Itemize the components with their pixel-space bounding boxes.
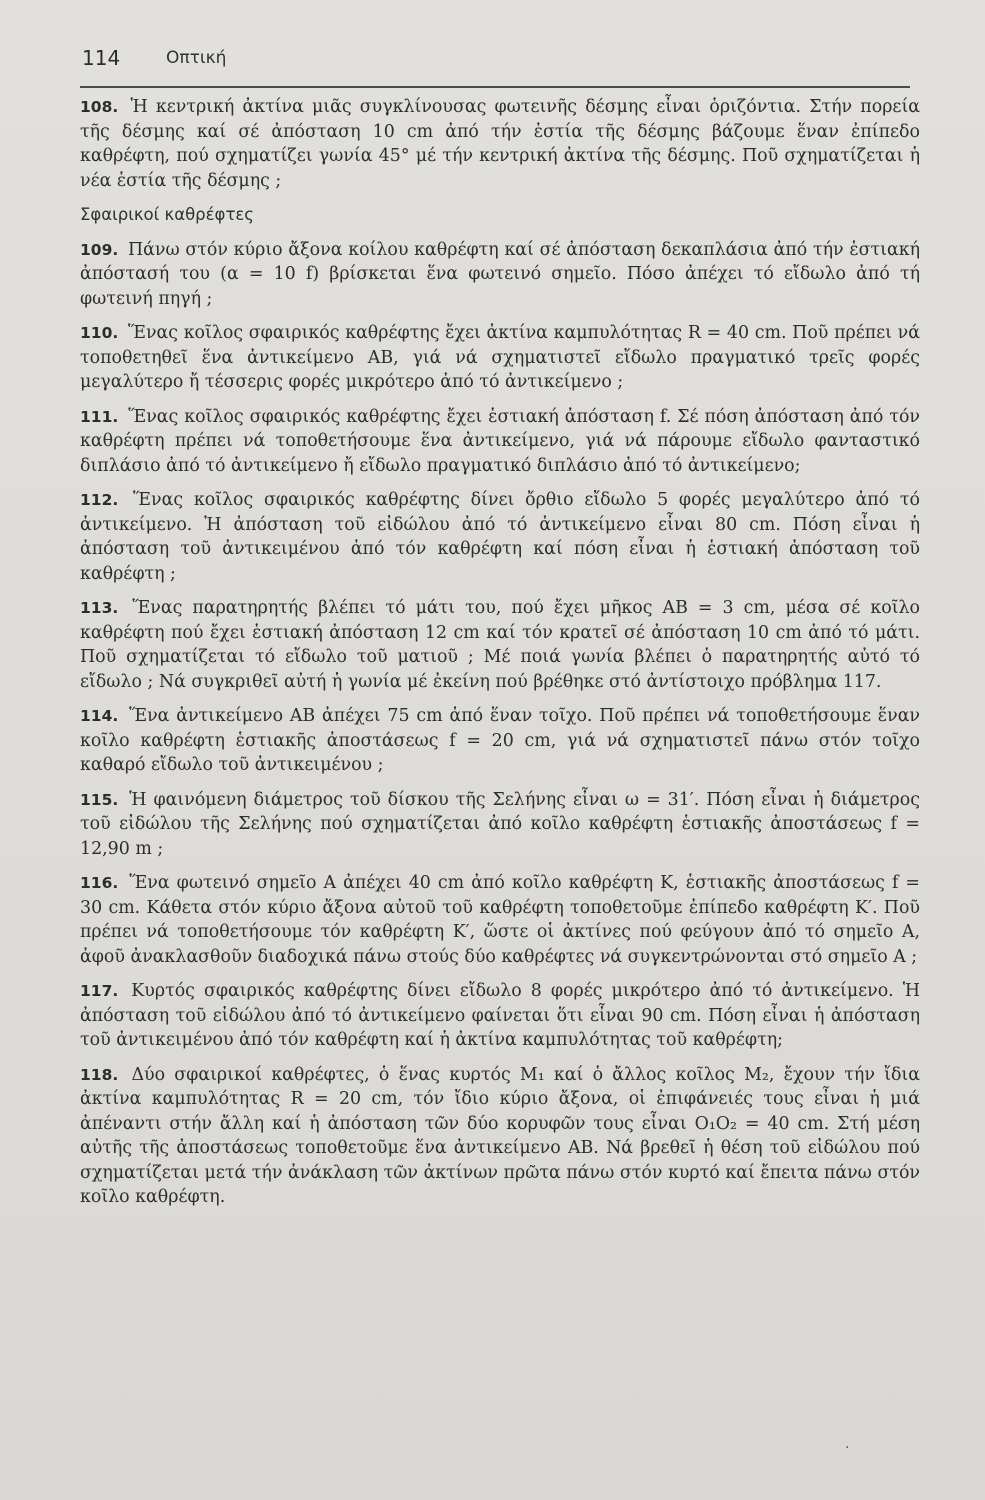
problem-text: Ἕνα φωτεινό σημεῖο Α ἀπέχει 40 cm ἀπό κοῖλο καθρέφτη Κ, ἑστιακῆς ἀποστάσεως f = 30 cm. Κάθετα στόν κύριο ἄξονα αὐτοῦ τοῦ καθρέφτη τοποθετοῦμε ἐπίπεδο καθρέφτη Κ′. Ποῦ πρέπει νά τοποθετήσουμε τόν καθρέφτη Κ′, ὥστε οἱ ἀκτίνες πού φεύγουν ἀπό τό σημεῖο Α, ἀφοῦ ἀνακλασθοῦν διαδοχικά πάνω στούς δύο καθρέφτες νά συγκεντρώνονται στό σημεῖο Α ; xyxy=(80,873,921,967)
ink-speck-icon: · xyxy=(845,1440,850,1456)
section-subheading: Σφαιρικοί καθρέφτες xyxy=(80,205,254,224)
problem-118 xyxy=(80,1063,920,1210)
problem-number: 117. xyxy=(80,982,119,1000)
problem-113 xyxy=(80,596,920,694)
problem-text: Ἡ φαινόμενη διάμετρος τοῦ δίσκου τῆς Σελήνης εἶναι ω = 31′. Πόση εἶναι ἡ διάμετρος τοῦ εἰδώλου τῆς Σελήνης πού σχηματίζεται ἀπό κοῖλο καθρέφτη ἑστιακῆς ἀποστάσεως f = 12,90 m ; xyxy=(80,789,920,859)
problem-text: Δύο σφαιρικοί καθρέφτες, ὁ ἕνας κυρτός Μ₁ καί ὁ ἄλλος κοῖλος Μ₂, ἔχουν τήν ἴδια ἀκτίνα καμπυλότητας R = 20 cm, τόν ἴδιο κύριο ἄξονα, οἱ ἐπιφάνειές τους εἶναι ἡ μιά ἀπέναντι στήν ἄλλη καί ἡ ἀπόσταση τῶν δύο κορυφῶν τους εἶναι Ο₁Ο₂ = 40 cm. Στή μέση αὐτῆς τῆς ἀποστάσεως τοποθετοῦμε ἕνα ἀντικείμενο ΑΒ. Νά βρεθεῖ ἡ θέση τοῦ εἰδώλου πού σχηματίζεται μετά τήν ἀνάκλαση τῶν ἀκτίνων πρῶτα πάνω στόν κυρτό καί ἔπειτα πάνω στόν κοῖλο καθρέφτη. xyxy=(80,1064,920,1207)
problem-108 xyxy=(80,95,920,193)
problem-number: 113. xyxy=(80,599,119,617)
problem-number: 108. xyxy=(80,98,119,116)
problem-text: Ἕνας παρατηρητής βλέπει τό μάτι του, πού ἔχει μῆκος ΑΒ = 3 cm, μέσα σέ κοῖλο καθρέφτη πού ἔχει ἑστιακή ἀπόσταση 12 cm καί τόν κρατεῖ σέ ἀπόσταση 10 cm ἀπό τό μάτι. Ποῦ σχηματίζεται τό εἴδωλο τοῦ ματιοῦ ; Μέ ποιά γωνία βλέπει ὁ παρατηρητής αὐτό τό εἴδωλο ; Νά συγκριθεῖ αὐτή ἡ γωνία μέ ἐκείνη πού βρέθηκε στό ἀντίστοιχο πρόβλημα 117. xyxy=(80,598,921,692)
page-number: 114 xyxy=(82,46,121,70)
problem-number: 118. xyxy=(80,1065,119,1084)
problem-110 xyxy=(80,321,920,395)
problem-112 xyxy=(80,488,920,586)
problem-text: Ἕνα ἀντικείμενο ΑΒ ἀπέχει 75 cm ἀπό ἕναν τοῖχο. Ποῦ πρέπει νά τοποθετήσουμε ἕναν κοῖλο καθρέφτη ἑστιακῆς ἀποστάσεως f = 20 cm, γιά νά σχηματιστεῖ πάνω στόν τοῖχο καθαρό εἴδωλο τοῦ ἀντικειμένου ; xyxy=(80,706,921,775)
section-title: Οπτική xyxy=(166,48,227,68)
problem-number: 116. xyxy=(80,874,119,892)
problem-text: Ἕνας κοῖλος σφαιρικός καθρέφτης ἔχει ἀκτίνα καμπυλότητας R = 40 cm. Ποῦ πρέπει νά τοποθετηθεῖ ἕνα ἀντικείμενο ΑΒ, γιά νά σχηματιστεῖ εἴδωλο πραγματικό τρεῖς φορές μεγαλύτερο ἤ τέσσερις φορές μικρότερο ἀπό τό ἀντικείμενο ; xyxy=(80,323,920,392)
problem-number: 112. xyxy=(80,491,119,509)
problem-number: 110. xyxy=(80,324,119,342)
problem-number: 114. xyxy=(80,707,119,725)
problem-114 xyxy=(80,704,920,778)
problem-117 xyxy=(80,979,920,1053)
problem-number: 115. xyxy=(80,790,119,809)
problem-text: Ἕνας κοῖλος σφαιρικός καθρέφτης δίνει ὄρθιο εἴδωλο 5 φορές μεγαλύτερο ἀπό τό ἀντικείμενο. Ἡ ἀπόσταση τοῦ εἰδώλου ἀπό τό ἀντικείμενο εἶναι 80 cm. Πόση εἶναι ἡ ἀπόσταση τοῦ ἀντικειμένου ἀπό τόν καθρέφτη καί πόση εἶναι ἡ ἑστιακή ἀπόσταση τοῦ καθρέφτη ; xyxy=(80,490,921,584)
problem-115 xyxy=(80,788,920,862)
problem-116 xyxy=(80,871,920,969)
running-head xyxy=(82,46,912,80)
problem-number: 109. xyxy=(80,240,119,259)
problem-text: Πάνω στόν κύριο ἄξονα κοίλου καθρέφτη καί σέ ἀπόσταση δεκαπλάσια ἀπό τήν ἑστιακή ἀπόστασή του (α = 10 f) βρίσκεται ἕνα φωτεινό σημεῖο. Πόσο ἀπέχει τό εἴδωλο ἀπό τή φωτεινή πηγή ; xyxy=(80,239,921,309)
header-rule xyxy=(80,86,910,88)
problem-number: 111. xyxy=(80,407,119,426)
problems-list xyxy=(80,95,920,1218)
problem-text: Ἕνας κοῖλος σφαιρικός καθρέφτης ἔχει ἑστιακή ἀπόσταση f. Σέ πόση ἀπόσταση ἀπό τόν καθρέφτη πρέπει νά τοποθετήσουμε ἕνα ἀντικείμενο, γιά νά πάρουμε εἴδωλο φανταστικό διπλάσιο ἀπό τό ἀντικείμενο ἤ εἴδωλο πραγματικό διπλάσιο ἀπό τό ἀντικείμενο; xyxy=(80,406,921,476)
problem-text: Κυρτός σφαιρικός καθρέφτης δίνει εἴδωλο 8 φορές μικρότερο ἀπό τό ἀντικείμενο. Ἡ ἀπόσταση τοῦ εἰδώλου ἀπό τό ἀντικείμενο φαίνεται ὅτι εἶναι 90 cm. Πόση εἶναι ἡ ἀπόσταση τοῦ ἀντικειμένου ἀπό τόν καθρέφτη καί ἡ ἀκτίνα καμπυλότητας τοῦ καθρέφτη; xyxy=(80,981,921,1050)
problem-text: Ἡ κεντρική ἀκτίνα μιᾶς συγκλίνουσας φωτεινῆς δέσμης εἶναι ὁριζόντια. Στήν πορεία τῆς δέσμης καί σέ ἀπόσταση 10 cm ἀπό τήν ἑστία τῆς δέσμης βάζουμε ἕναν ἐπίπεδο καθρέφτη, πού σχηματίζει γωνία 45° μέ τήν κεντρική ἀκτίνα τῆς δέσμης. Ποῦ σχηματίζεται ἡ νέα ἑστία τῆς δέσμης ; xyxy=(80,97,921,191)
problem-109 xyxy=(80,238,920,312)
problem-111 xyxy=(80,405,920,479)
